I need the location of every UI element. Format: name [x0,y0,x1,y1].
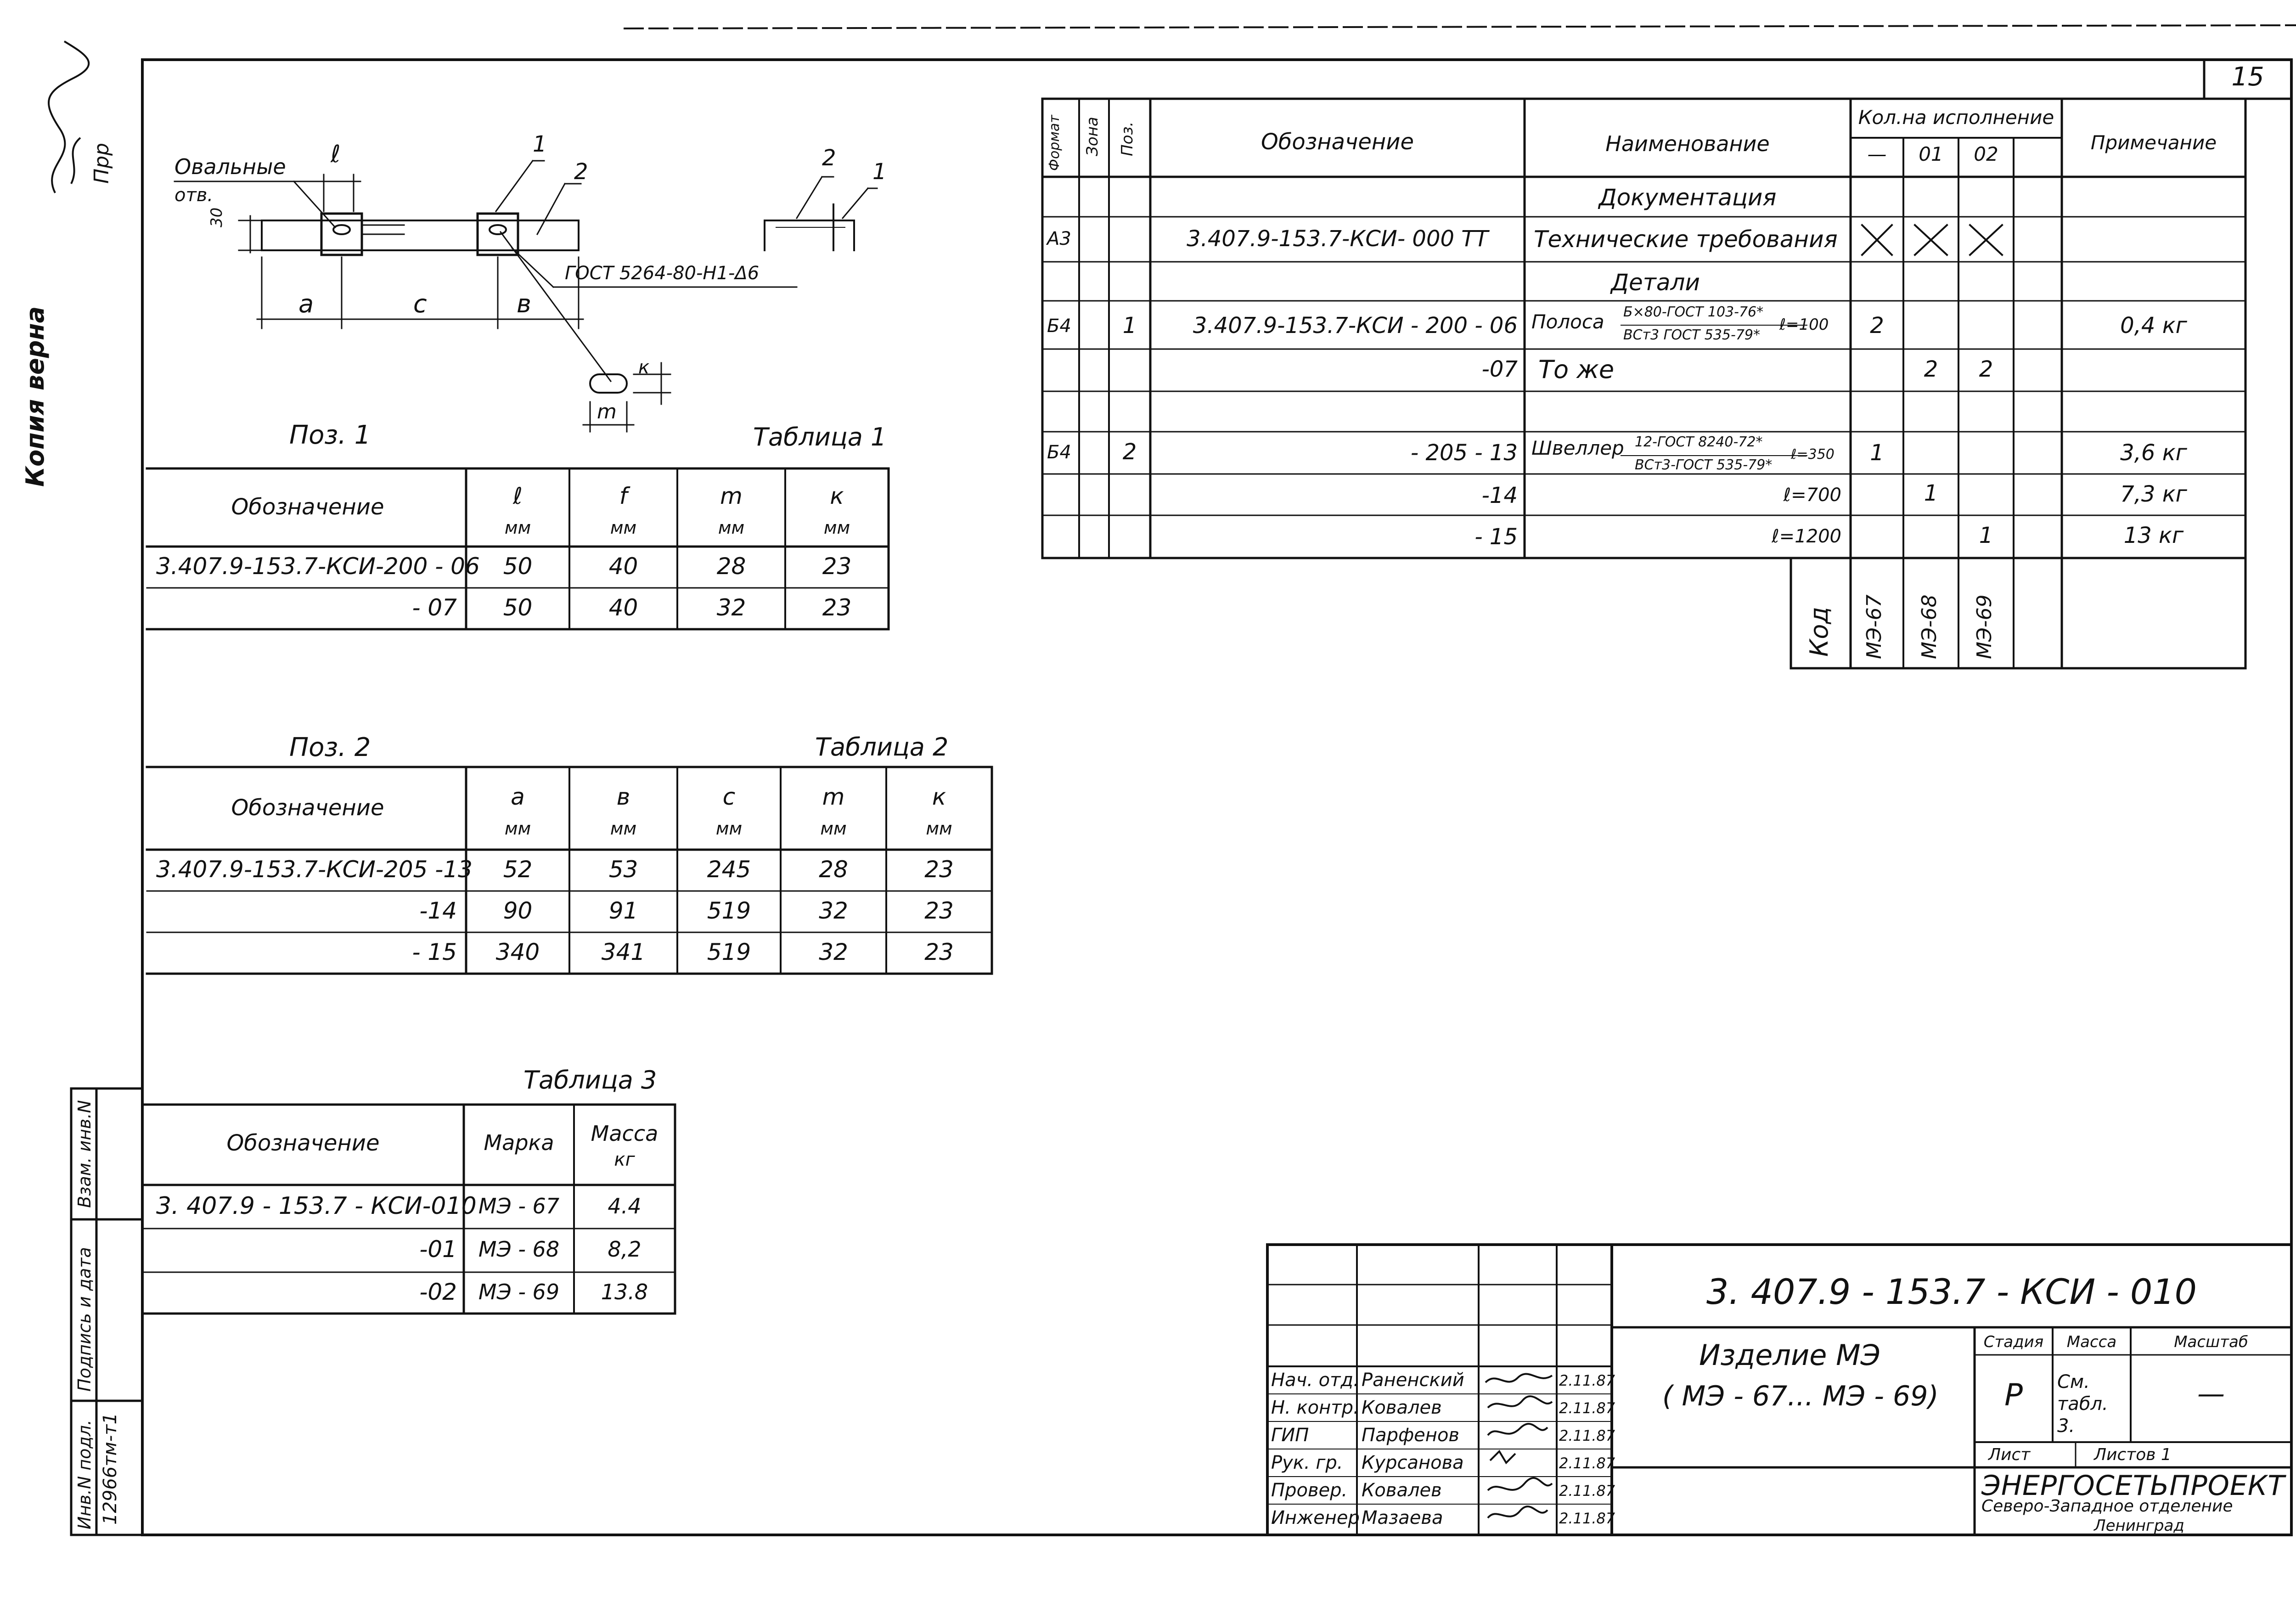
table-cell: 13.8 [601,1280,648,1304]
table2-header-c: c [722,784,736,810]
table3-header-designation: Обозначение [226,1130,380,1156]
scale-label: Масштаб [2174,1333,2248,1351]
spec-cell: 1 [1924,480,1938,506]
sheet-number: 15 [2231,62,2264,92]
signer-name: Ковалев [1362,1397,1442,1418]
spec-cell: 1 [1122,313,1137,338]
spec-cell: 2 [1979,356,1993,382]
signer-name: Мазаева [1362,1507,1443,1528]
table2-title: Таблица 2 [815,733,949,761]
table-cell: МЭ - 67 [478,1194,560,1218]
spec-cell: 0,4 кг [2120,313,2187,338]
spec-cell: - 15 [1474,524,1518,550]
table-cell: 50 [503,594,533,621]
spec-cell: А3 [1047,228,1071,249]
table3-title: Таблица 3 [523,1066,657,1094]
sketch-label-30: 30 [208,207,226,227]
spec-cell: 2 [1122,439,1137,465]
table3-header-mass-unit: кг [614,1149,635,1170]
table1-pos-label: Поз. 1 [289,420,371,450]
signer-date: 2.11.87 [1559,1427,1615,1444]
table-cell: 23 [924,897,954,924]
table2-header-b: в [616,784,630,810]
table2-header-m-unit: мм [820,818,847,839]
copy-stamp: Копия верна [21,306,50,487]
table-cell: 519 [707,939,751,965]
sketch-label-end-pos1: 1 [872,159,887,185]
table-cell: 23 [924,939,954,965]
table-cell: - 15 [412,939,457,965]
spec-cell: 3.407.9-153.7-КСИ- 000 ТТ [1187,226,1488,252]
table2-header-m: m [822,784,845,810]
stage-value: Р [2004,1377,2023,1413]
signer-role: Провер. [1271,1480,1348,1501]
spec-cell: Полоса [1531,310,1604,333]
table2-header-k-unit: мм [926,818,952,839]
spec-cell: 13 кг [2123,523,2184,548]
spec-cell: -07 [1481,356,1518,382]
spec-section-docs: Документация [1598,184,1777,211]
table-cell: 519 [707,897,751,924]
table2-header-a-unit: мм [504,818,531,839]
table1-header-l-unit: мм [504,518,531,538]
sketch-label-pos1: 1 [533,131,547,157]
scale-value: — [2197,1378,2225,1410]
spec-cell: То же [1538,355,1615,384]
signer-role: Н. контр. [1271,1397,1359,1418]
sketch-label-a: a [298,289,314,318]
table3-header-mass: Масса [591,1121,658,1146]
margin-cell-label-1: Взам. инв.N [74,1100,95,1208]
table2-header-c-unit: мм [715,818,743,839]
table-cell: 52 [503,856,533,883]
signatures [1479,1369,1557,1534]
table2-header-a: a [511,784,525,810]
sketch-label-b: в [517,289,531,318]
sketch-label-c: c [413,289,427,318]
spec-cell: ℓ=350 [1791,446,1835,462]
spec-header-format: Формат [1047,115,1063,171]
spec-cell: 3,6 кг [2120,440,2187,466]
signer-date: 2.11.87 [1559,1372,1615,1389]
table2-header-k: к [932,784,946,810]
sheet-label: Лист [1988,1445,2031,1464]
table-cell: 3.407.9-153.7-КСИ-200 - 06 [156,553,480,580]
spec-header-q1: 01 [1919,143,1943,165]
spec-header-zone: Зона [1083,117,1102,156]
table2-header-designation: Обозначение [231,795,384,821]
spec-cell: 2 [1924,356,1938,382]
signer-role: ГИП [1271,1425,1309,1446]
table-cell: 50 [503,553,533,580]
spec-code-2: МЭ-69 [1973,594,1996,659]
table-cell: 3. 407.9 - 153.7 - КСИ-010 [156,1192,477,1220]
table-cell: МЭ - 69 [478,1280,560,1304]
table-cell: 245 [707,856,751,883]
table-cell: 32 [819,939,848,965]
spec-cell: 1 [1979,523,1993,548]
table1-header-f-unit: мм [610,518,637,538]
spec-header-pos: Поз. [1118,121,1137,156]
spec-cell: -14 [1481,483,1518,508]
spec-code-0: МЭ-67 [1863,594,1886,659]
table-cell: МЭ - 68 [478,1237,560,1262]
table2-header-b-unit: мм [610,818,637,839]
table-cell: 28 [716,553,746,580]
spec-cell: ℓ=1200 [1772,526,1841,547]
sketch-label-l: ℓ [331,141,341,168]
spec-cell: Б4 [1047,442,1071,463]
table-cell: 40 [608,594,638,621]
table-cell: 91 [608,897,638,924]
org-branch: Северо-Западное отделение [1981,1497,2233,1516]
table-cell: -02 [419,1279,457,1305]
signer-role: Рук. гр. [1271,1452,1343,1473]
spec-header-q2: 02 [1974,143,1998,165]
spec-cell: ℓ=700 [1783,485,1841,506]
spec-cell: 3.407.9-153.7-КСИ - 200 - 06 [1193,313,1518,338]
table-cell: 40 [608,553,638,580]
signer-date: 2.11.87 [1559,1510,1615,1527]
sketch-label-oval-2: отв. [174,185,214,206]
spec-header-designation: Обозначение [1261,129,1414,155]
table-cell: 340 [495,939,540,965]
table-cell: 32 [819,897,848,924]
sketch-label-oval: Овальные [174,154,286,179]
org-city: Ленинград [2094,1517,2184,1535]
spec-cell: 12-ГОСТ 8240-72* [1635,434,1763,450]
sketch-label-m: m [597,400,617,423]
org-name: ЭНЕРГОСЕТЬПРОЕКТ [1981,1470,2285,1502]
table-cell: 23 [822,553,852,580]
sketch-label-k: к [638,357,650,378]
spec-cell: Б4 [1047,316,1071,337]
table1-title: Таблица 1 [753,423,887,451]
spec-cell: Б×80-ГОСТ 103-76* [1623,304,1764,320]
stage-label: Стадия [1983,1333,2044,1351]
signer-date: 2.11.87 [1559,1455,1615,1472]
table-cell: 28 [819,856,848,883]
spec-cell: ВСт3 ГОСТ 535-79* [1623,327,1761,343]
table1-header-m-unit: мм [718,518,745,538]
table-cell: 90 [503,897,533,924]
table-cell: 23 [924,856,954,883]
table2-pos-label: Поз. 2 [289,733,371,762]
product-range: ( МЭ - 67... МЭ - 69) [1662,1380,1939,1412]
spec-header-note: Примечание [2090,131,2217,154]
table-cell: 341 [601,939,646,965]
spec-cell: Швеллер [1531,437,1624,459]
spec-header-qty: Кол.на исполнение [1858,106,2054,129]
signer-role: Нач. отд. [1271,1370,1359,1391]
table-cell: 53 [608,856,638,883]
spec-header-name: Наименование [1605,131,1770,156]
signer-name: Раненский [1362,1370,1464,1391]
spec-code-1: МЭ-68 [1918,594,1941,659]
table-cell: 32 [716,594,746,621]
table1-header-k: к [830,483,844,509]
signer-date: 2.11.87 [1559,1399,1615,1417]
margin-cell-label-2: Подпись и дата [74,1247,95,1392]
table1-header-f: f [619,483,628,509]
signer-date: 2.11.87 [1559,1482,1615,1500]
sketch-label-pos2: 2 [574,159,588,185]
signer-name: Ковалев [1362,1480,1442,1501]
margin-signature [37,37,101,202]
sketch-label-end-pos2: 2 [822,145,836,171]
margin-cell-label-3: Инв.N подл. [74,1420,95,1529]
sketch-label-gost: ГОСТ 5264-80-Н1-Δ6 [565,263,760,284]
spec-cell: Технические требования [1534,226,1838,253]
signer-name: Курсанова [1362,1452,1464,1473]
table3-header-mark: Марка [484,1130,554,1155]
margin-mark: Прр [90,143,113,184]
signer-role: Инженер [1271,1507,1360,1528]
table1-header-k-unit: мм [823,518,850,538]
table-cell: 3.407.9-153.7-КСИ-205 -13 [156,856,473,883]
table1-header-m: m [720,483,743,509]
table-cell: -01 [419,1236,457,1263]
table1-header-designation: Обозначение [231,494,384,520]
product-name: Изделие МЭ [1699,1338,1880,1372]
sheets-label: Листов 1 [2094,1445,2172,1464]
table-cell: - 07 [412,594,457,621]
table-cell: -14 [419,897,457,924]
spec-cell: ВСт3-ГОСТ 535-79* [1635,457,1773,473]
spec-code-label: Код [1805,607,1834,657]
mass-value: См. табл. 3. [2057,1371,2108,1437]
spec-cell: 7,3 кг [2120,481,2187,507]
table-cell: 8,2 [608,1237,642,1262]
table1-header-l: ℓ [513,483,523,509]
spec-cell: - 205 - 13 [1410,440,1518,466]
mass-label: Масса [2066,1333,2117,1351]
spec-header-q0: — [1867,143,1887,165]
spec-cell: ℓ=100 [1779,316,1829,334]
spec-cell: 1 [1870,440,1884,466]
spec-section-parts: Детали [1610,269,1700,296]
doc-number: 3. 407.9 - 153.7 - КСИ - 010 [1706,1271,2197,1312]
spec-cell: 2 [1870,313,1884,338]
table-cell: 4.4 [608,1194,642,1218]
signer-name: Парфенов [1362,1425,1459,1446]
inventory-number: 12966тм-т1 [100,1413,121,1525]
table-cell: 23 [822,594,852,621]
